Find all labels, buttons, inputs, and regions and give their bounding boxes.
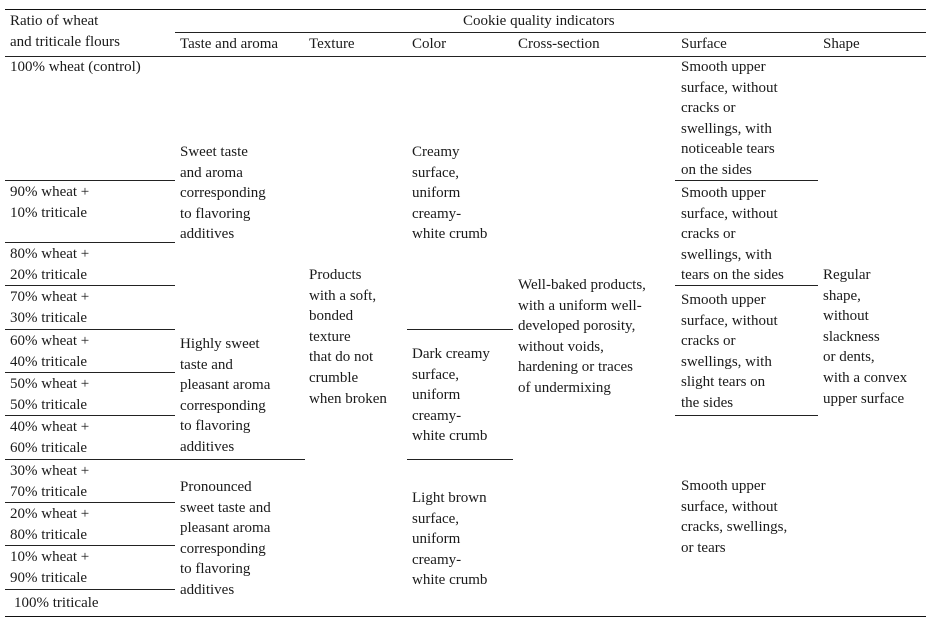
- surface-group-divider: [675, 415, 818, 416]
- header-bottom-rule: [5, 56, 926, 57]
- ratio-cell: 60% wheat + 40% triticale: [10, 333, 90, 370]
- ratio-cell: 100% wheat (control): [10, 59, 141, 75]
- color-cell: Light brown surface, uniform creamy- white crumb: [412, 490, 488, 589]
- column-header-color: Color: [412, 36, 447, 52]
- ratio-cell: 80% wheat + 20% triticale: [10, 246, 90, 283]
- ratio-row-divider: [5, 180, 175, 181]
- color-cell: Creamy surface, uniform creamy- white crumb: [412, 144, 488, 243]
- taste-group-divider: [175, 459, 305, 460]
- cross-section-cell: Well-baked products, with a uniform well- developed porosity, without voids, hardening or traces of undermixing: [518, 277, 646, 396]
- ratio-cell: 40% wheat + 60% triticale: [10, 419, 90, 456]
- ratio-cell: 10% wheat + 90% triticale: [10, 549, 90, 586]
- table-top-rule: [5, 9, 926, 10]
- ratio-column-header: Ratio of wheat and triticale flours: [10, 13, 120, 50]
- column-header-taste: Taste and aroma: [180, 36, 279, 52]
- ratio-cell: 20% wheat + 80% triticale: [10, 506, 90, 543]
- ratio-cell: 70% wheat + 30% triticale: [10, 289, 90, 326]
- color-group-divider: [407, 329, 513, 330]
- ratio-cell: 50% wheat + 50% triticale: [10, 376, 90, 413]
- ratio-row-divider: [5, 242, 175, 243]
- group-header-rule: [175, 32, 926, 33]
- taste-cell: Sweet taste and aroma corresponding to flavoring additives: [180, 144, 266, 243]
- color-cell: Dark creamy surface, uniform creamy- white crumb: [412, 346, 490, 445]
- ratio-cell: 90% wheat + 10% triticale: [10, 184, 90, 221]
- ratio-row-divider: [5, 329, 175, 330]
- taste-cell: Pronounced sweet taste and pleasant aroma corresponding to flavoring additives: [180, 479, 271, 598]
- group-header: Cookie quality indicators: [463, 13, 615, 29]
- ratio-cell: 30% wheat + 70% triticale: [10, 463, 90, 500]
- texture-cell: Products with a soft, bonded texture that do not crumble when broken: [309, 267, 387, 407]
- table-bottom-rule: [5, 616, 926, 617]
- surface-cell: Smooth upper surface, without cracks or swellings, with tears on the sides: [681, 185, 784, 284]
- taste-cell: Highly sweet taste and pleasant aroma corresponding to flavoring additives: [180, 336, 271, 455]
- column-header-shape: Shape: [823, 36, 860, 52]
- ratio-row-divider: [5, 459, 175, 460]
- ratio-row-divider: [5, 589, 175, 590]
- column-header-surface: Surface: [681, 36, 727, 52]
- column-header-cross-section: Cross-section: [518, 36, 600, 52]
- column-header-texture: Texture: [309, 36, 355, 52]
- surface-cell: Smooth upper surface, without cracks or swellings, with slight tears on the sides: [681, 292, 778, 411]
- ratio-cell: 100% triticale: [14, 595, 99, 611]
- color-group-divider: [407, 459, 513, 460]
- surface-cell: Smooth upper surface, without cracks or swellings, with noticeable tears on the sides: [681, 59, 778, 178]
- shape-cell: Regular shape, without slackness or dents, with a convex upper surface: [823, 267, 908, 407]
- surface-cell: Smooth upper surface, without cracks, swellings, or tears: [681, 478, 788, 556]
